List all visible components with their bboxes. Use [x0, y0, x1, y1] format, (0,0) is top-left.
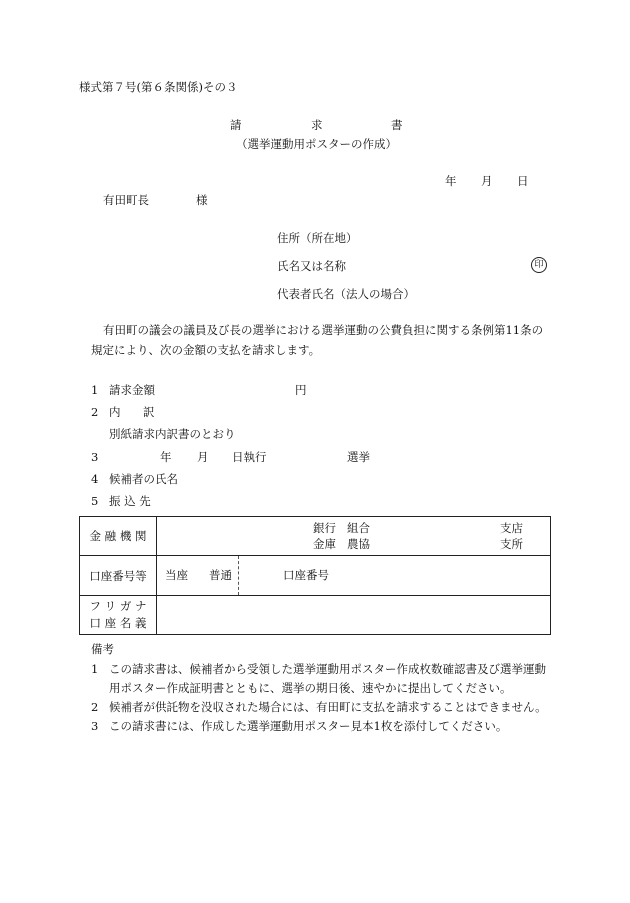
- item-3-year: 年: [160, 450, 172, 464]
- item-3-month: 月: [197, 450, 209, 464]
- bank-table: [79, 516, 551, 635]
- divider-dashed: [238, 556, 239, 595]
- body-line-2: 規定により、次の金額の支払を請求します。: [91, 343, 321, 357]
- item-5-label: 振 込 先: [109, 494, 151, 508]
- bank-label: 銀行: [313, 521, 336, 535]
- item-3-election: 選挙: [347, 450, 370, 464]
- item-2-number: 2: [91, 405, 99, 419]
- note-3-number: 3: [91, 719, 99, 733]
- branch-label: 支店: [500, 521, 523, 535]
- item-3-day: 日執行: [232, 450, 267, 464]
- ordinary-account-label: 普通: [209, 568, 232, 582]
- note-2-line-1: 候補者が供託物を没収された場合には、有田町に支払を請求することはできません。: [109, 700, 547, 714]
- date-year: 年: [445, 174, 457, 188]
- shinkin-label: 金庫: [313, 537, 336, 551]
- name-label: 氏名又は名称: [277, 259, 346, 273]
- account-value-cell: [157, 556, 551, 596]
- addressee-honorific: 様: [196, 193, 208, 207]
- item-3-number: 3: [91, 450, 99, 464]
- note-1-line-2: 用ポスター作成証明書とともに、選挙の期日後、速やかに提出してください。: [109, 681, 512, 695]
- holder-label-cell: [80, 596, 157, 635]
- nokyo-label: 農協: [347, 537, 370, 551]
- addressee-name: 有田町長: [103, 193, 149, 207]
- union-label: 組合: [347, 521, 370, 535]
- item-1-label: 請求金額: [109, 383, 155, 397]
- note-2-number: 2: [91, 700, 99, 714]
- representative-label: 代表者氏名（法人の場合）: [277, 287, 415, 301]
- institution-label-cell: [80, 517, 157, 556]
- table-row: [80, 556, 551, 596]
- institution-value-cell: [157, 517, 551, 556]
- title-char-1: 請: [230, 118, 242, 132]
- date-day: 日: [517, 174, 529, 188]
- institution-label: 金 融 機 関: [89, 529, 147, 543]
- office-label: 支所: [500, 537, 523, 551]
- furigana-label: フ リ ガ ナ: [89, 599, 147, 613]
- title-char-3: 書: [391, 118, 403, 132]
- seal-mark: 印: [531, 257, 547, 273]
- table-row: [80, 517, 551, 556]
- item-2-label-b: 訳: [143, 405, 155, 419]
- item-4-label: 候補者の氏名: [109, 472, 178, 486]
- current-account-label: 当座: [165, 568, 188, 582]
- note-1-line-1: この請求書は、候補者から受領した選挙運動用ポスター作成枚数確認書及び選挙運動: [109, 662, 546, 676]
- form-number: 様式第７号(第６条関係)その３: [79, 80, 238, 94]
- holder-value-cell: [157, 596, 551, 635]
- account-label-cell: [80, 556, 157, 596]
- address-label: 住所（所在地）: [277, 231, 358, 245]
- item-4-number: 4: [91, 472, 99, 486]
- subtitle: （選挙運動用ポスターの作成）: [236, 137, 397, 151]
- note-3-line-1: この請求書には、作成した選挙運動用ポスター見本1枚を添付してください。: [109, 719, 508, 733]
- table-row: [80, 596, 551, 635]
- account-number-label: 口座番号: [283, 568, 329, 582]
- title-char-2: 求: [311, 118, 323, 132]
- item-1-unit: 円: [295, 383, 307, 397]
- body-line-1: 有田町の議会の議員及び長の選挙における選挙運動の公費負担に関する条例第11条の: [103, 323, 544, 337]
- holder-label: 口 座 名 義: [89, 616, 147, 630]
- item-2-label-a: 内: [109, 405, 121, 419]
- item-5-number: 5: [91, 494, 99, 508]
- item-1-number: 1: [91, 383, 99, 397]
- notes-heading: 備考: [91, 642, 114, 656]
- item-2-detail: 別紙請求内訳書のとおり: [109, 427, 236, 441]
- account-label: 口座番号等: [89, 568, 147, 583]
- note-1-number: 1: [91, 662, 99, 676]
- date-month: 月: [481, 174, 493, 188]
